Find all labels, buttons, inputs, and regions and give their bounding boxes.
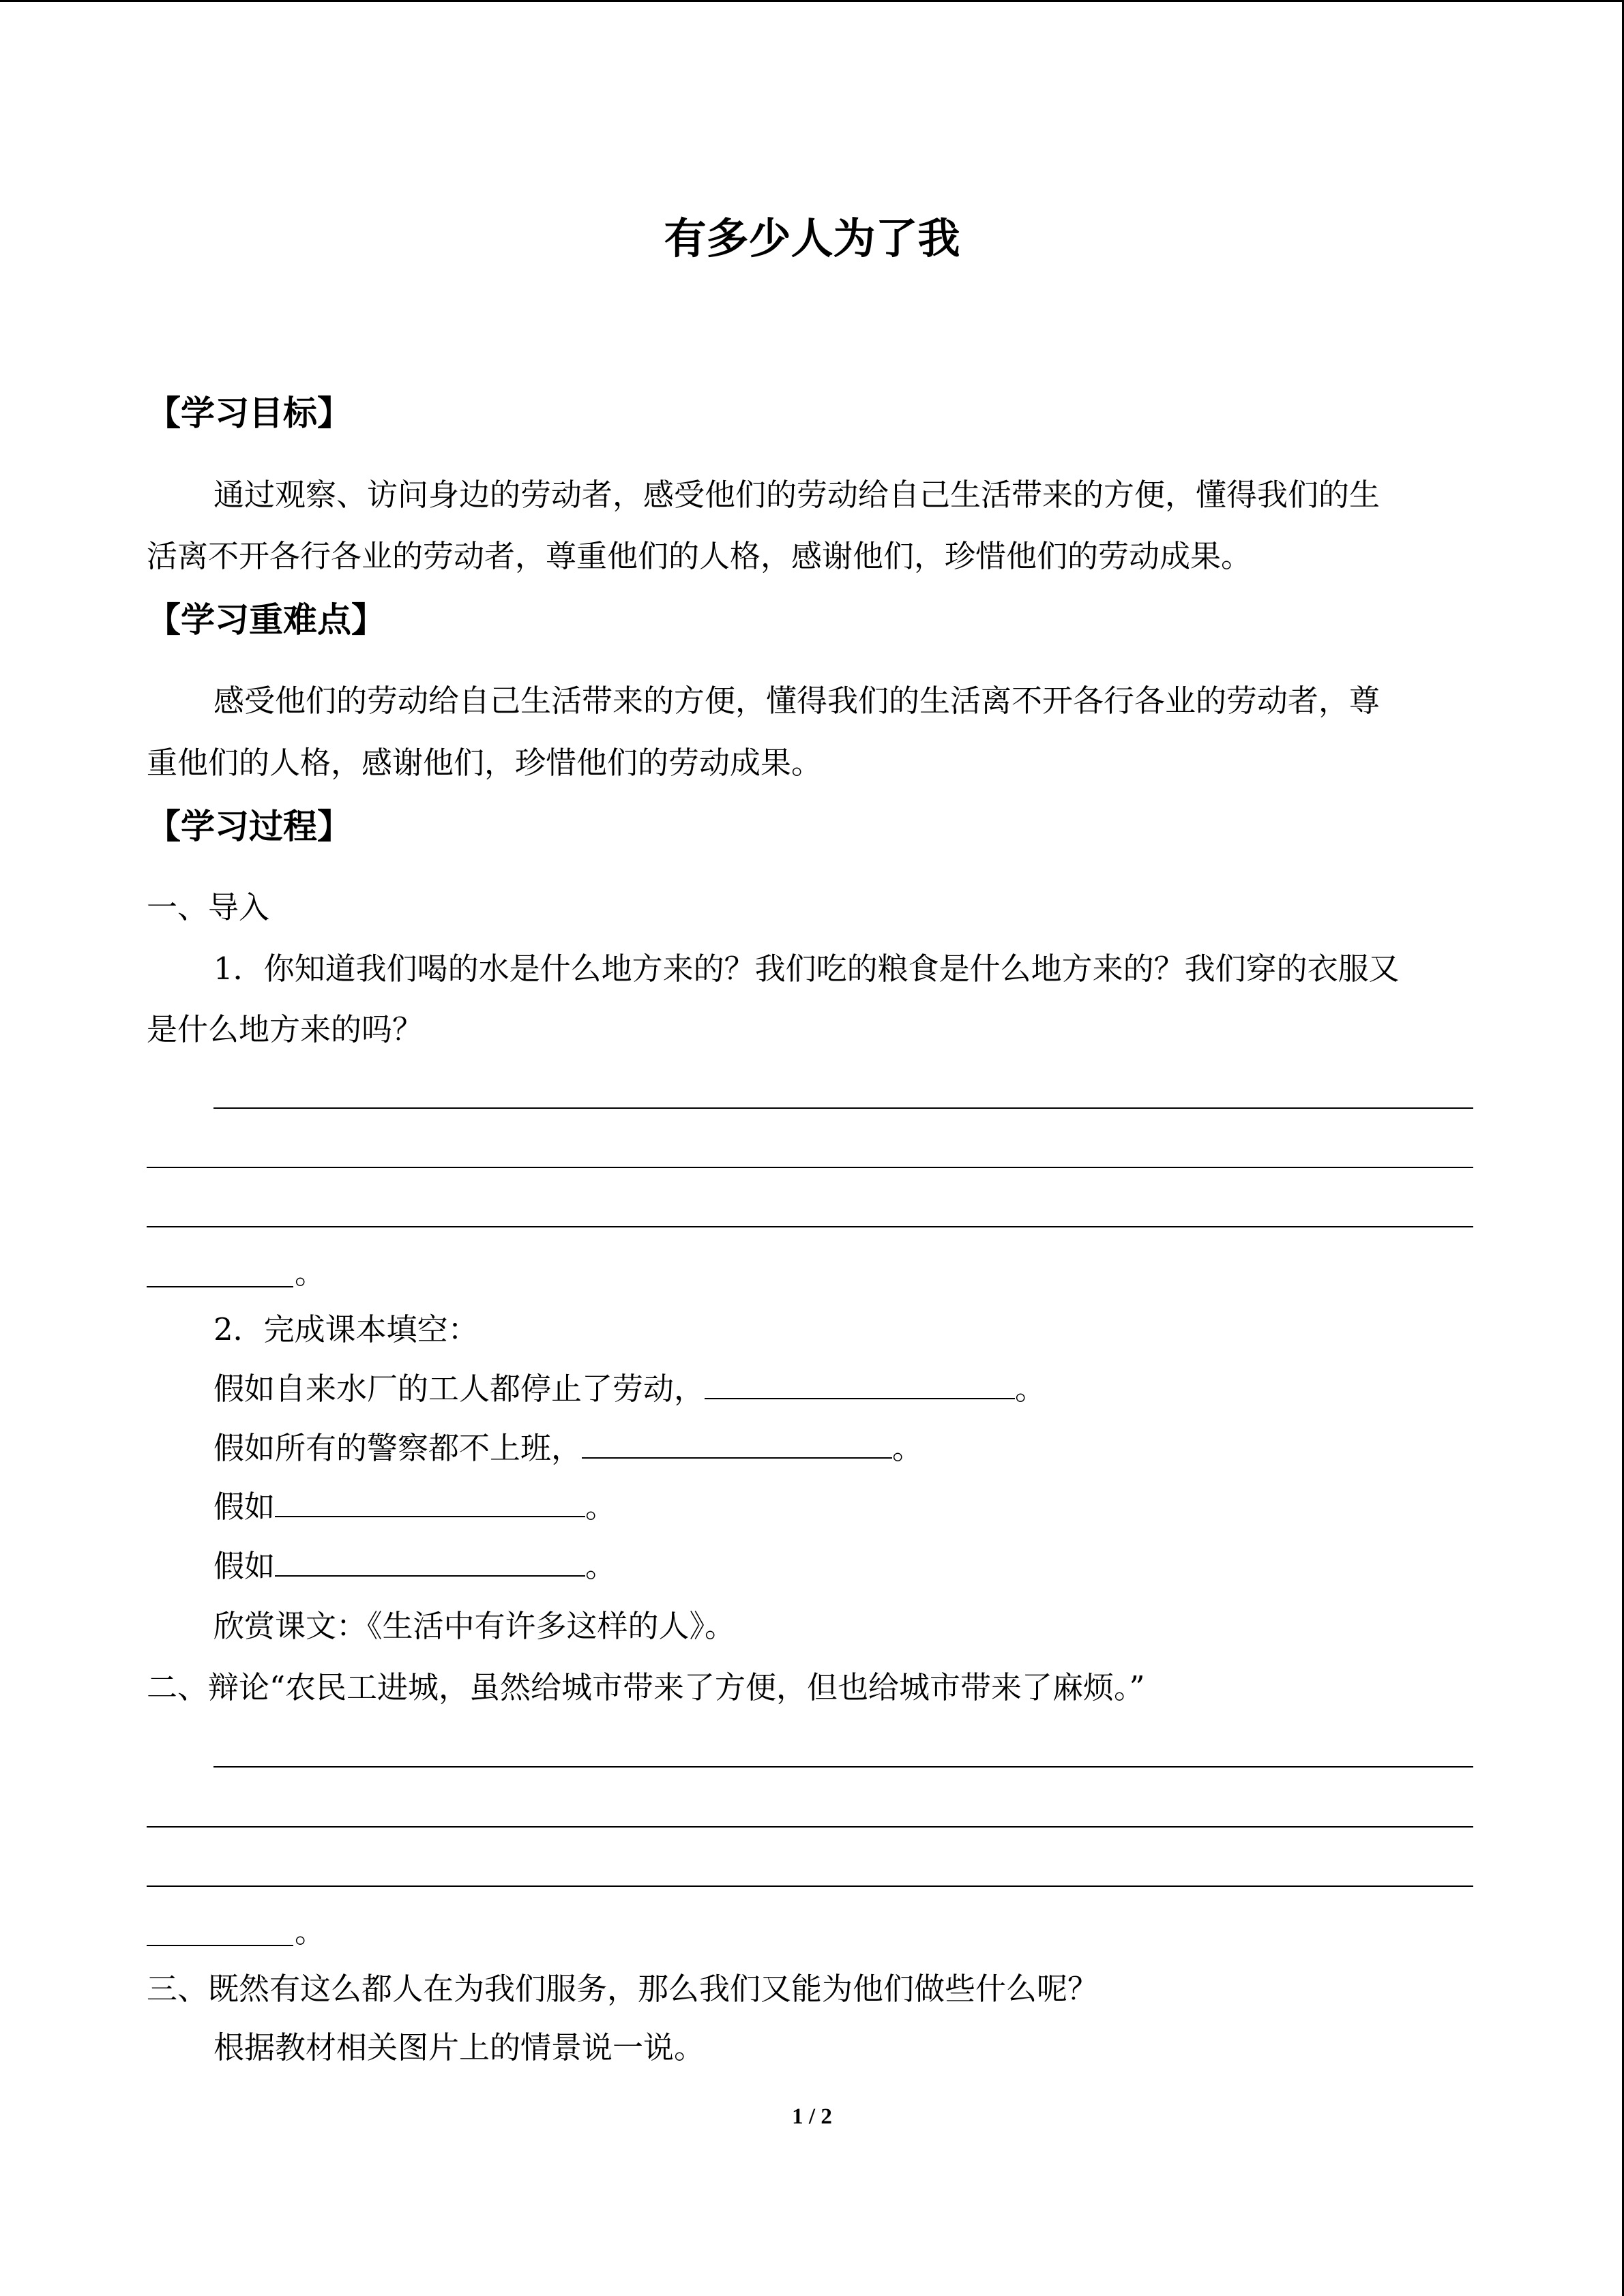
part1-label: 一、导入 [147, 889, 270, 925]
part3-instruction: 根据教材相关图片上的情景说一说。 [213, 2029, 705, 2066]
question-1-line-2: 是什么地方来的吗？ [147, 1011, 424, 1047]
answer-line[interactable] [147, 1945, 293, 1946]
fill-3-prefix: 假如 [213, 1489, 276, 1525]
answer-line[interactable] [147, 1286, 293, 1287]
fill-2-prefix: 假如所有的警察都不上班， [213, 1430, 582, 1466]
fill-blank-4[interactable] [275, 1548, 585, 1577]
answer-line[interactable] [147, 1226, 1473, 1227]
question-2-label: 2．完成课本填空： [213, 1311, 479, 1347]
fill-in-sentence-1 [213, 1369, 1046, 1409]
section-heading-goals: 【学习目标】 [147, 393, 351, 433]
fill-3-suffix: 。 [585, 1489, 617, 1525]
page-top-border [0, 0, 1624, 2]
answer-line[interactable] [147, 1826, 1473, 1828]
fill-4-prefix: 假如 [213, 1548, 276, 1584]
answer-line[interactable] [147, 1167, 1473, 1168]
page-number: 1 / 2 [792, 2104, 832, 2129]
fill-blank-2[interactable] [582, 1430, 892, 1459]
fill-blank-1[interactable] [705, 1371, 1015, 1399]
fill-1-suffix: 。 [1015, 1371, 1046, 1407]
key-points-paragraph-line-2: 重他们的人格，感谢他们，珍惜他们的劳动成果。 [147, 745, 823, 781]
question-1-line-1: 1．你知道我们喝的水是什么地方来的？我们吃的粮食是什么地方来的？我们穿的衣服又 [213, 951, 1400, 987]
fill-2-suffix: 。 [892, 1430, 924, 1466]
goals-paragraph-line-1: 通过观察、访问身边的劳动者，感受他们的劳动给自己生活带来的方便，懂得我们的生 [213, 477, 1381, 513]
answer-end-mark: 。 [295, 1255, 326, 1291]
key-points-paragraph-line-1: 感受他们的劳动给自己生活带来的方便，懂得我们的生活离不开各行各业的劳动者，尊 [213, 683, 1381, 719]
answer-line[interactable] [213, 1107, 1473, 1109]
fill-4-suffix: 。 [585, 1548, 617, 1584]
fill-in-sentence-2 [213, 1429, 923, 1468]
fill-in-sentence-4 [213, 1547, 616, 1586]
part2-label: 二、辩论“农民工进城，虽然给城市带来了方便，但也给城市带来了麻烦。” [147, 1669, 1145, 1705]
fill-blank-3[interactable] [275, 1489, 585, 1517]
answer-end-mark: 。 [295, 1913, 326, 1950]
fill-1-prefix: 假如自来水厂的工人都停止了劳动， [213, 1371, 705, 1407]
section-heading-process: 【学习过程】 [147, 806, 351, 846]
reading-note: 欣赏课文：《生活中有许多这样的人》。 [213, 1608, 736, 1644]
page-title: 有多少人为了我 [664, 213, 960, 263]
goals-paragraph-line-2: 活离不开各行各业的劳动者，尊重他们的人格，感谢他们，珍惜他们的劳动成果。 [147, 538, 1252, 574]
section-heading-key-points: 【学习重难点】 [147, 599, 385, 640]
answer-line[interactable] [147, 1885, 1473, 1887]
answer-line[interactable] [213, 1766, 1473, 1768]
part3-label: 三、既然有这么都人在为我们服务，那么我们又能为他们做些什么呢？ [147, 1971, 1099, 2007]
fill-in-sentence-3 [213, 1487, 616, 1527]
